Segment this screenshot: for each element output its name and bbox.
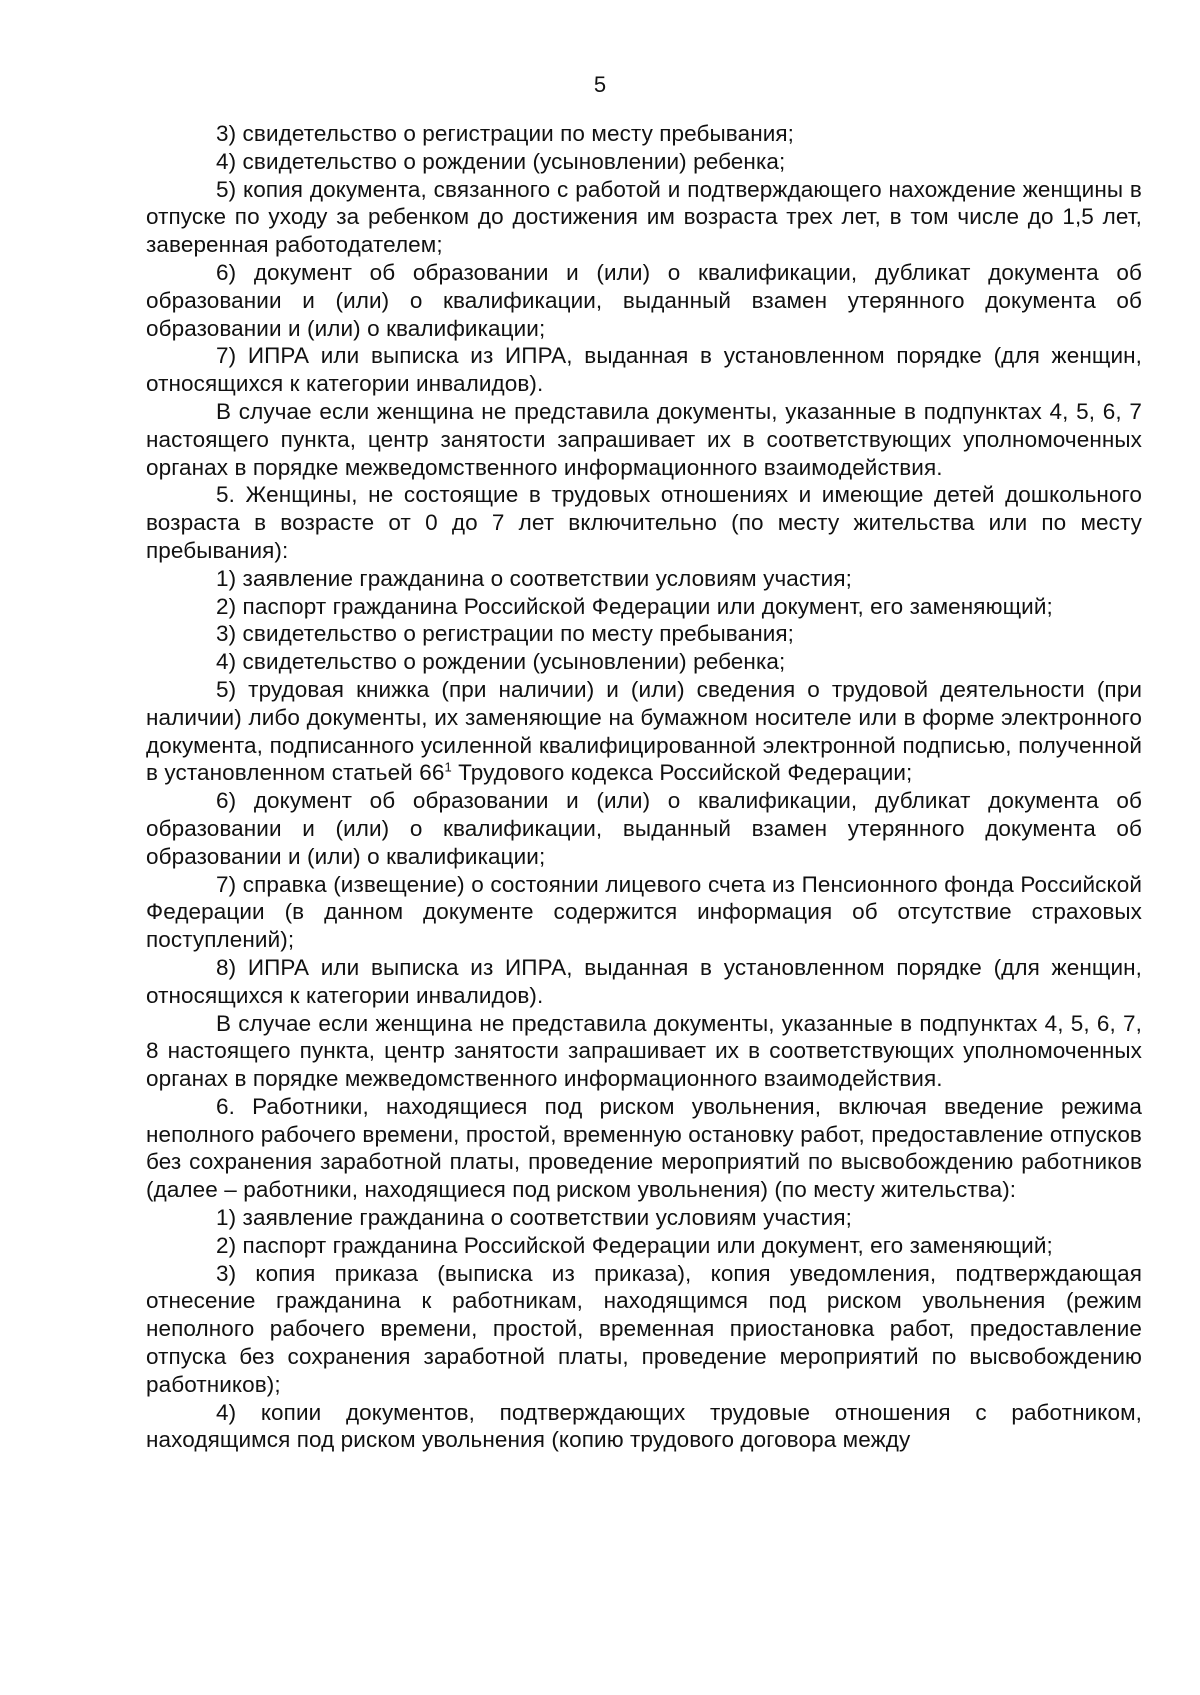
paragraph: В случае если женщина не представила документы, указанные в подпунктах 4, 5, 6, 7 настоящего пункта, центр занятости запрашивает их в соответствующих уполномоченных органах в порядке межведомственного информационного взаимодействия. [146, 398, 1142, 480]
paragraph: 3) свидетельство о регистрации по месту пребывания; [216, 121, 795, 146]
paragraph: 4) копии документов, подтверждающих трудовые отношения с работником, находящимся под риском увольнения (копию трудового договора между [146, 1399, 1142, 1453]
document-body [146, 120, 1142, 1454]
paragraph: 7) ИПРА или выписка из ИПРА, выданная в установленном порядке (для женщин, относящихся к категории инвалидов). [146, 343, 1142, 397]
section-heading-paragraph: 5. Женщины, не состоящие в трудовых отношениях и имеющие детей дошкольного возраста в возрасте от 0 до 7 лет включительно (по месту жительства или по месту пребывания): [146, 482, 1142, 563]
paragraph-text: 5) трудовая книжка (при наличии) и (или) сведения о трудовой деятельности (при наличии) либо документы, их заменяющие на бумажном носителе или в форме электронного документа, подписанного усиленной квалифицированной электронной подписью, полученной в установленном статьей 66 [146, 676, 1142, 786]
paragraph-text: Трудового кодекса Российской Федерации; [451, 760, 913, 786]
page-number: 5 [593, 72, 607, 97]
paragraph: 2) паспорт гражданина Российской Федерации или документ, его заменяющий; [216, 1232, 1053, 1258]
paragraph: 5) копия документа, связанного с работой и подтверждающего нахождение женщины в отпуске по уходу за ребенком до достижения им возраста трех лет, в том числе до 1,5 лет, заверенная работодателем; [146, 176, 1142, 258]
paragraph: 3) свидетельство о регистрации по месту пребывания; [216, 621, 795, 647]
paragraph-with-footnote [146, 676, 1142, 787]
paragraph: 4) свидетельство о рождении (усыновлении) ребенка; [216, 649, 786, 675]
paragraph: 6) документ об образовании и (или) о квалификации, дубликат документа об образовании и (или) о квалификации, выданный взамен утерянного документа об образовании и (или) о квалификации; [146, 788, 1142, 869]
paragraph: 3) копия приказа (выписка из приказа), копия уведомления, подтверждающая отнесение гражданина к работникам, находящимся под риском увольнения (режим неполного рабочего времени, простой, временная приостановка работ, предоставление отпуска без сохранения заработной платы, проведение мероприятий по высвобождению работников); [146, 1260, 1142, 1397]
paragraph: 7) справка (извещение) о состоянии лицевого счета из Пенсионного фонда Российской Федерации (в данном документе содержится информация об отсутствие страховых поступлений); [146, 871, 1142, 953]
section-heading-paragraph: 6. Работники, находящиеся под риском увольнения, включая введение режима неполного рабочего времени, простой, временную остановку работ, предоставление отпусков без сохранения заработной платы, проведение мероприятий по высвобождению работников (далее – работники, находящиеся под риском увольнения) (по месту жительства): [146, 1093, 1142, 1203]
superscript: 1 [444, 759, 452, 775]
paragraph: В случае если женщина не представила документы, указанные в подпунктах 4, 5, 6, 7, 8 настоящего пункта, центр занятости запрашивает их в соответствующих уполномоченных органах в порядке межведомственного информационного взаимодействия. [146, 1010, 1142, 1092]
paragraph: 8) ИПРА или выписка из ИПРА, выданная в установленном порядке (для женщин, относящихся к категории инвалидов). [146, 954, 1142, 1008]
paragraph: 6) документ об образовании и (или) о квалификации, дубликат документа об образовании и (или) о квалификации, выданный взамен утерянного документа об образовании и (или) о квалификации; [146, 259, 1142, 341]
paragraph: 1) заявление гражданина о соответствии условиям участия; [216, 1205, 852, 1231]
paragraph: 2) паспорт гражданина Российской Федерации или документ, его заменяющий; [216, 593, 1053, 619]
paragraph: 1) заявление гражданина о соответствии условиям участия; [216, 565, 852, 591]
paragraph: 4) свидетельство о рождении (усыновлении) ребенка; [216, 148, 786, 174]
